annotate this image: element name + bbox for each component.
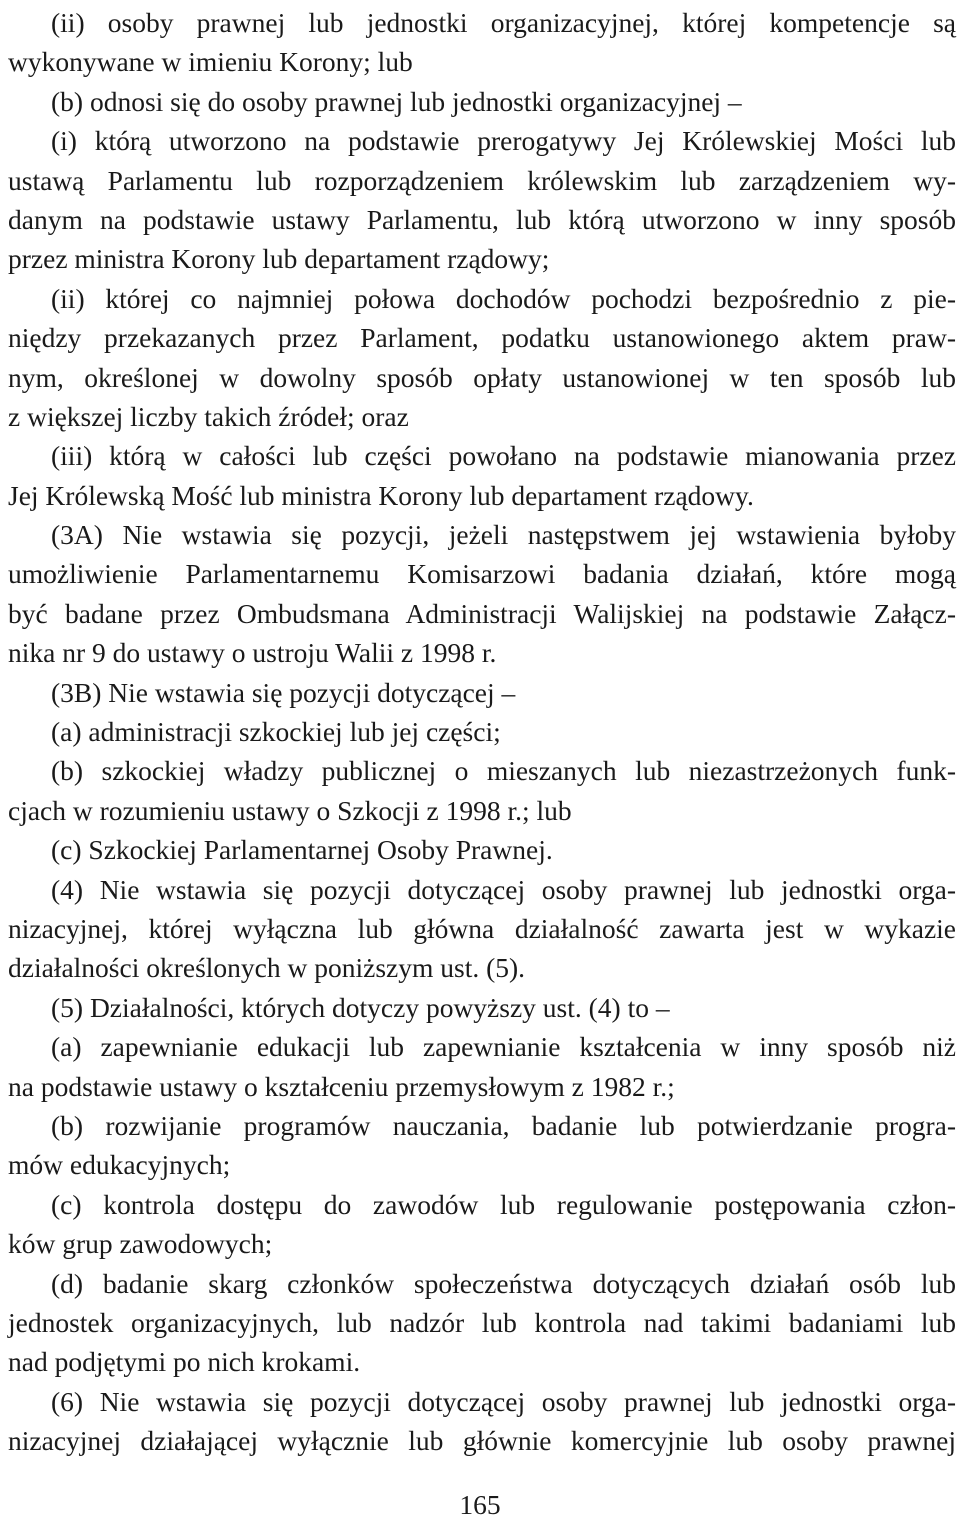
text-line: (5) Działalności, których dotyczy powyższy ust. (4) to –: [51, 991, 670, 1023]
text-line: (d) badanie skarg członków społeczeństwa dotyczących działań osób lub: [51, 1267, 956, 1299]
text-line: (ii) osoby prawnej lub jednostki organizacyjnej, której kompetencje są: [51, 7, 956, 38]
text-line: Jej Królewską Mość lub ministra Korony lub departament rządowy.: [8, 479, 754, 511]
text-line: (a) zapewnianie edukacji lub zapewnianie kształcenia w inny sposób niż: [51, 1031, 956, 1063]
text-line: nad podjętymi po nich krokami.: [8, 1346, 361, 1378]
text-line: (c) Szkockiej Parlamentarnej Osoby Prawnej.: [51, 834, 553, 866]
text-line: (4) Nie wstawia się pozycji dotyczącej osoby prawnej lub jednostki orga-: [51, 873, 956, 905]
text-line: być badane przez Ombudsmana Administracji Walijskiej na podstawie Załącz-: [8, 597, 956, 629]
body-text: [8, 3, 956, 1460]
text-line: cjach w rozumieniu ustawy o Szkocji z 1998 r.; lub: [8, 794, 572, 826]
text-line: (b) szkockiej władzy publicznej o mieszanych lub niezastrzeżonych funk-: [51, 755, 956, 787]
text-line: (b) odnosi się do osoby prawnej lub jednostki organizacyjnej –: [51, 85, 742, 117]
text-line: nizacyjnej, której wyłączna lub główna działalność zawarta jest w wykazie: [8, 912, 956, 944]
text-line: danym na podstawie ustawy Parlamentu, lub którą utworzono w inny sposób: [8, 203, 956, 235]
text-line: (iii) którą w całości lub części powołano na podstawie mianowania przez: [51, 440, 956, 472]
text-line: (3B) Nie wstawia się pozycji dotyczącej –: [51, 676, 516, 708]
text-line: mów edukacyjnych;: [8, 1149, 231, 1181]
text-line: ustawą Parlamentu lub rozporządzeniem królewskim lub zarządzeniem wy-: [8, 164, 956, 196]
text-line: na podstawie ustawy o kształceniu przemysłowym z 1982 r.;: [8, 1070, 675, 1102]
text-line: (a) administracji szkockiej lub jej części;: [51, 716, 501, 748]
text-line: (b) rozwijanie programów nauczania, badanie lub potwierdzanie progra-: [51, 1109, 956, 1141]
text-line: nizacyjnej działającej wyłącznie lub głównie komercyjnie lub osoby prawnej: [8, 1425, 956, 1457]
text-line: ków grup zawodowych;: [8, 1228, 273, 1260]
text-line: (i) którą utworzono na podstawie prerogatywy Jej Królewskiej Mości lub: [51, 125, 956, 157]
text-line: (6) Nie wstawia się pozycji dotyczącej osoby prawnej lub jednostki orga-: [51, 1385, 956, 1417]
text-line: umożliwienie Parlamentarnemu Komisarzowi badania działań, które mogą: [8, 558, 956, 590]
text-line: nym, określonej w dowolny sposób opłaty ustanowionej w ten sposób lub: [8, 361, 956, 393]
text-line: przez ministra Korony lub departament rządowy;: [8, 243, 550, 275]
text-line: niędzy przekazanych przez Parlament, podatku ustanowionego aktem praw-: [8, 322, 956, 354]
page-number: 165: [459, 1489, 501, 1520]
text-line: (3A) Nie wstawia się pozycji, jeżeli następstwem jej wstawienia byłoby: [51, 519, 956, 551]
text-line: działalności określonych w poniższym ust. (5).: [8, 952, 526, 984]
text-line: (c) kontrola dostępu do zawodów lub regulowanie postępowania człon-: [51, 1188, 956, 1220]
text-line: jednostek organizacyjnych, lub nadzór lub kontrola nad takimi badaniami lub: [8, 1306, 956, 1338]
text-line: nika nr 9 do ustawy o ustroju Walii z 1998 r.: [8, 637, 497, 669]
text-line: (ii) której co najmniej połowa dochodów pochodzi bezpośrednio z pie-: [51, 282, 956, 314]
text-line: wykonywane w imieniu Korony; lub: [8, 46, 413, 78]
text-line: z większej liczby takich źródeł; oraz: [8, 400, 409, 432]
